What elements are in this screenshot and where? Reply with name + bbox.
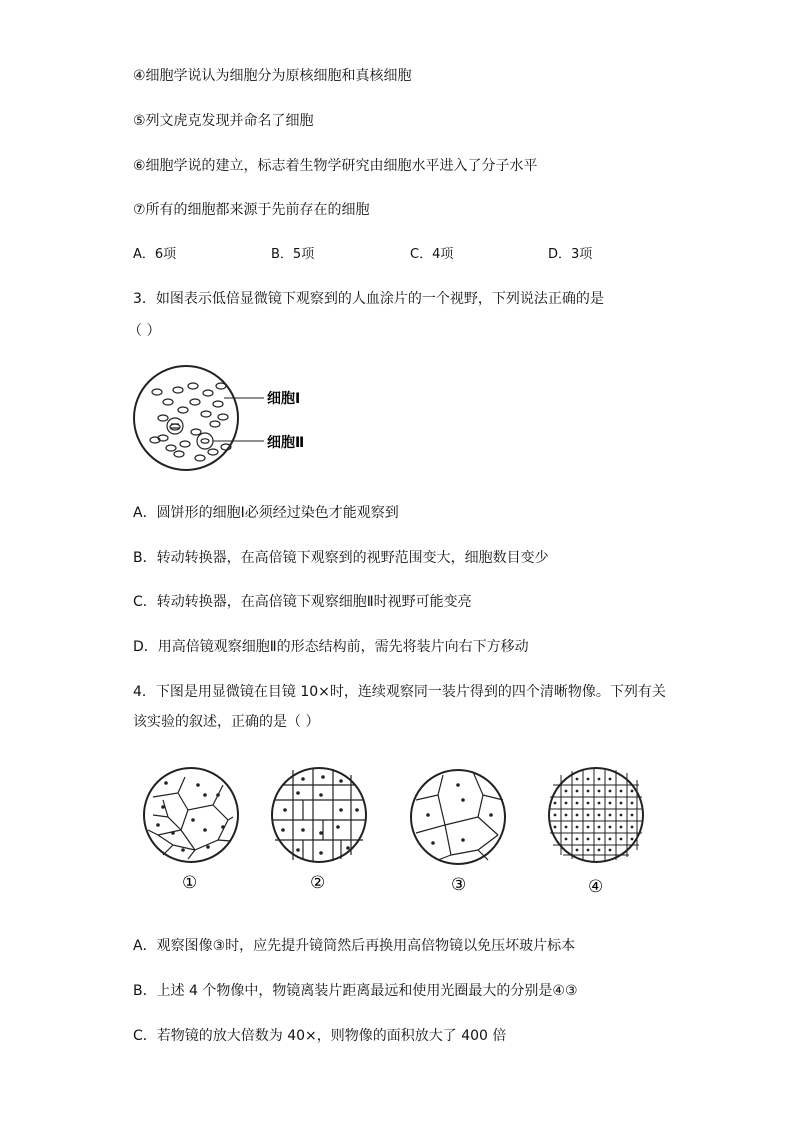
q3-option-d: D．用高倍镜观察细胞Ⅱ的形态结构前，需先将装片向右下方移动 (133, 639, 529, 655)
statement-7: ⑦所有的细胞都来源于先前存在的细胞 (133, 202, 370, 218)
q4-option-b: B．上述 4 个物像中，物镜离装片距离最远和使用光圈最大的分别是④③ (133, 983, 578, 999)
fig-label-2: ② (310, 873, 326, 893)
q3-option-c: C．转动转换器，在高倍镜下观察细胞Ⅱ时视野可能变亮 (133, 594, 472, 610)
q2-option-c: C．4项 (410, 247, 454, 262)
label-cell-1: 细胞Ⅰ (267, 391, 301, 407)
microscope-images-figure (133, 755, 653, 900)
fig-label-4: ④ (588, 877, 604, 897)
q4-stem-line-1: 4．下图是用显微镜在目镜 10×时，连续观察同一装片得到的四个清晰物像。下列有关 (133, 684, 666, 700)
statement-5: ⑤列文虎克发现并命名了细胞 (133, 113, 314, 129)
q4-option-a: A．观察图像③时，应先提升镜筒然后再换用高倍物镜以免压坏玻片标本 (133, 938, 576, 954)
q4-option-c: C．若物镜的放大倍数为 40×，则物像的面积放大了 400 倍 (133, 1028, 507, 1044)
statement-6: ⑥细胞学说的建立，标志着生物学研究由细胞水平进入了分子水平 (133, 158, 538, 174)
blood-smear-figure (133, 362, 333, 474)
q3-answer-blank: （ ） (128, 323, 161, 339)
q3-option-a: A．圆饼形的细胞Ⅰ必须经过染色才能观察到 (133, 505, 399, 521)
q2-option-a: A．6项 (133, 247, 177, 262)
fig-label-1: ① (182, 873, 198, 893)
q4-stem-line-2: 该实验的叙述，正确的是（ ） (133, 714, 320, 730)
statement-4: ④细胞学说认为细胞分为原核细胞和真核细胞 (133, 68, 412, 84)
q2-option-b: B．5项 (271, 247, 315, 262)
q3-stem: 3．如图表示低倍显微镜下观察到的人血涂片的一个视野，下列说法正确的是 (133, 291, 604, 307)
fig-label-3: ③ (451, 875, 467, 895)
q2-option-d: D．3项 (548, 247, 593, 262)
q3-option-b: B．转动转换器，在高倍镜下观察到的视野范围变大，细胞数目变少 (133, 550, 549, 566)
label-cell-2: 细胞Ⅱ (267, 435, 305, 451)
